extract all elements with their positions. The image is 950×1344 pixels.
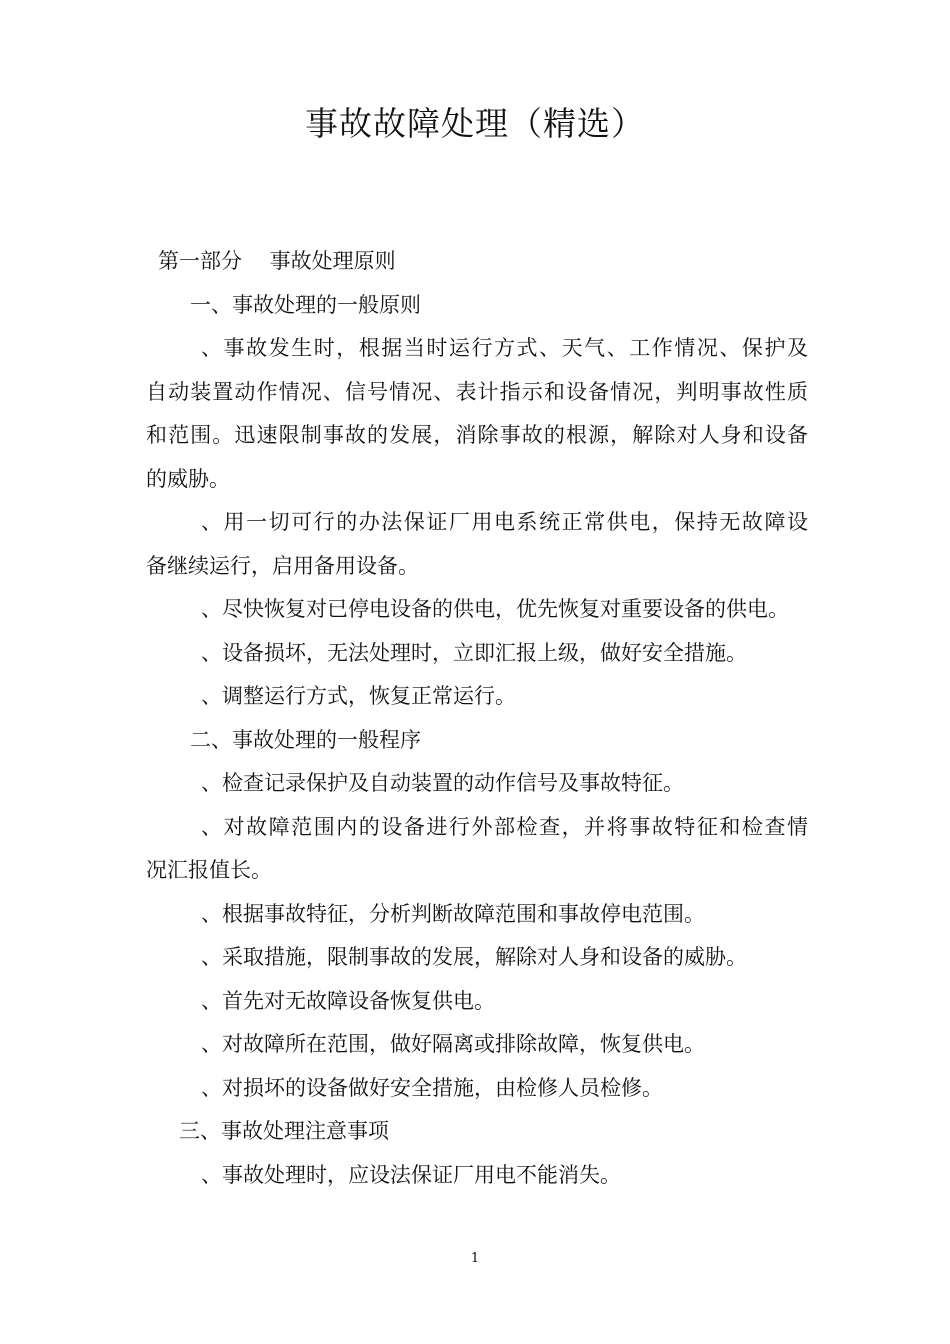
- paragraph-line: 备继续运行，启用备用设备。: [146, 553, 419, 578]
- paragraph-line: 的威胁。: [146, 466, 230, 491]
- paragraph-line: 、对故障所在范围，做好隔离或排除故障，恢复供电。: [201, 1032, 705, 1056]
- section-heading-1: 一、事故处理的一般原则: [190, 292, 421, 317]
- paragraph-line: 、事故发生时，根据当时运行方式、天气、工作情况、保护及: [201, 336, 808, 360]
- document-body: [146, 240, 808, 1197]
- document-title: 事故故障处理（精选）: [305, 104, 645, 143]
- part-heading: 第一部分 事故处理原则: [158, 249, 396, 273]
- paragraph-line: 、用一切可行的办法保证厂用电系统正常供电，保持无故障设: [201, 510, 808, 534]
- paragraph-line: 、对故障范围内的设备进行外部检查，并将事故特征和检查情: [201, 814, 808, 839]
- paragraph-line: 、根据事故特征，分析判断故障范围和事故停电范围。: [201, 901, 705, 926]
- paragraph-line: 自动装置动作情况、信号情况、表计指示和设备情况，判明事故性质: [146, 379, 808, 404]
- section-heading-3: 三、事故处理注意事项: [179, 1119, 389, 1143]
- paragraph-line: 、调整运行方式，恢复正常运行。: [201, 684, 516, 708]
- paragraph-line: 、设备损坏，无法处理时，立即汇报上级，做好安全措施。: [201, 640, 747, 665]
- paragraph-line: 、首先对无故障设备恢复供电。: [201, 988, 495, 1013]
- paragraph-line: 、尽快恢复对已停电设备的供电，优先恢复对重要设备的供电。: [201, 597, 789, 621]
- paragraph-line: 、对损坏的设备做好安全措施，由检修人员检修。: [201, 1075, 663, 1100]
- paragraph-line: 、采取措施，限制事故的发展，解除对人身和设备的威胁。: [201, 945, 747, 969]
- paragraph-line: 况汇报值长。: [146, 858, 272, 882]
- page-number: 1: [470, 1251, 480, 1266]
- paragraph-line: 、事故处理时，应设法保证厂用电不能消失。: [201, 1162, 621, 1187]
- paragraph-line: 、检查记录保护及自动装置的动作信号及事故特征。: [201, 771, 684, 795]
- section-heading-2: 二、事故处理的一般程序: [190, 727, 421, 752]
- paragraph-line: 和范围。迅速限制事故的发展，消除事故的根源，解除对人身和设备: [146, 423, 808, 447]
